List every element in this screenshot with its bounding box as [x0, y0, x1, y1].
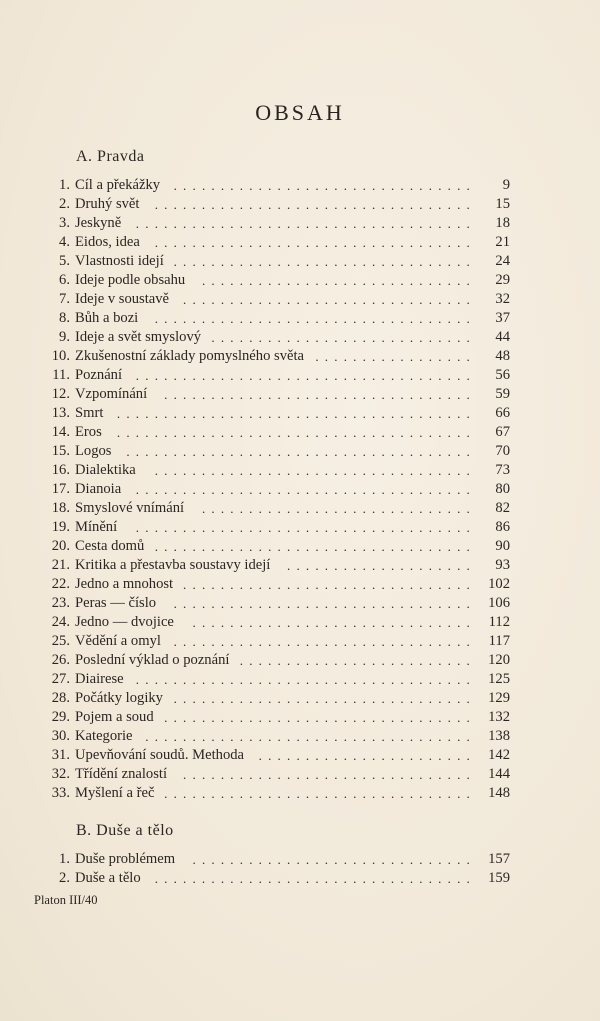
toc-leader-dots: ....................................	[135, 368, 476, 383]
toc-entry-page: 112	[488, 614, 510, 630]
toc-entry-page: 59	[495, 386, 510, 402]
toc-entry	[30, 442, 510, 461]
toc-leader-dots: .................	[315, 349, 476, 364]
toc-entry	[30, 575, 510, 594]
toc-entry-number: 28.	[51, 690, 70, 706]
toc-entry-page: 21	[495, 234, 510, 250]
toc-entry	[30, 271, 510, 290]
toc-entry	[30, 850, 510, 869]
toc-entry	[30, 537, 510, 556]
toc-leader-dots: .........................	[239, 653, 476, 668]
toc-leader-dots: ....................................	[135, 482, 476, 497]
toc-entry-number: 14.	[51, 424, 70, 440]
toc-entry-number: 27.	[51, 671, 70, 687]
toc-entry-title: Mínění	[75, 519, 118, 535]
toc-leader-dots: ...............................	[183, 767, 476, 782]
toc-entry-page: 70	[495, 443, 510, 459]
toc-leader-dots: .................................	[164, 710, 476, 725]
toc-entry-number: 18.	[51, 500, 70, 516]
toc-leader-dots: ......................................	[116, 406, 476, 421]
toc-entry	[30, 689, 510, 708]
toc-entry	[30, 632, 510, 651]
toc-entry-title: Vzpomínání	[75, 386, 148, 402]
toc-entry-title: Smrt	[75, 405, 104, 421]
toc-entry-title: Poslední výklad o poznání	[75, 652, 230, 668]
toc-leader-dots: ...............................	[183, 577, 476, 592]
toc-leader-dots: ..................................	[154, 539, 476, 554]
toc-entry-title: Kategorie	[75, 728, 133, 744]
toc-entry	[30, 708, 510, 727]
toc-entry-page: 24	[495, 253, 510, 269]
toc-entry-number: 25.	[51, 633, 70, 649]
toc-entry-number: 30.	[51, 728, 70, 744]
toc-entry-page: 67	[495, 424, 510, 440]
toc-entry-title: Duše problémem	[75, 851, 176, 867]
toc-entry-title: Pojem a soud	[75, 709, 154, 725]
toc-entry	[30, 328, 510, 347]
toc-list-a	[30, 176, 510, 803]
toc-entry-title: Cíl a překážky	[75, 177, 161, 193]
toc-entry	[30, 594, 510, 613]
toc-entry	[30, 214, 510, 233]
toc-entry-number: 26.	[51, 652, 70, 668]
toc-entry-number: 6.	[59, 272, 70, 288]
toc-leader-dots: ............................	[211, 330, 476, 345]
toc-leader-dots: .............................	[201, 501, 476, 516]
toc-entry-number: 1.	[59, 851, 70, 867]
toc-entry-number: 29.	[51, 709, 70, 725]
toc-entry-title: Logos	[75, 443, 112, 459]
toc-leader-dots: .......................	[258, 748, 476, 763]
toc-entry	[30, 195, 510, 214]
toc-entry-page: 18	[495, 215, 510, 231]
toc-leader-dots: ................................	[173, 691, 476, 706]
toc-leader-dots: ....................	[287, 558, 476, 573]
toc-entry-title: Třídění znalostí	[75, 766, 167, 782]
toc-entry	[30, 309, 510, 328]
toc-entry	[30, 727, 510, 746]
toc-entry-title: Diairese	[75, 671, 124, 687]
toc-leader-dots: .............................	[201, 273, 476, 288]
toc-leader-dots: .................................	[164, 786, 476, 801]
toc-entry-page: 125	[488, 671, 510, 687]
toc-entry-number: 21.	[51, 557, 70, 573]
toc-entry-page: 90	[495, 538, 510, 554]
toc-leader-dots: ..................................	[154, 871, 476, 886]
toc-entry-page: 44	[495, 329, 510, 345]
toc-entry-title: Duše a tělo	[75, 870, 141, 886]
toc-entry	[30, 461, 510, 480]
toc-leader-dots: ..................................	[154, 235, 476, 250]
toc-entry-number: 11.	[52, 367, 70, 383]
toc-entry-number: 17.	[51, 481, 70, 497]
toc-entry-page: 159	[488, 870, 510, 886]
toc-leader-dots: ..................................	[154, 311, 476, 326]
toc-leader-dots: ................................	[173, 596, 476, 611]
toc-entry-title: Ideje v soustavě	[75, 291, 170, 307]
toc-entry	[30, 499, 510, 518]
toc-entry	[30, 385, 510, 404]
page-title: OBSAH	[255, 100, 345, 125]
toc-entry	[30, 613, 510, 632]
toc-entry-number: 12.	[51, 386, 70, 402]
toc-entry-title: Cesta domů	[75, 538, 145, 554]
toc-entry-page: 82	[495, 500, 510, 516]
toc-entry	[30, 869, 510, 888]
toc-leader-dots: ....................................	[135, 672, 476, 687]
toc-entry-page: 48	[495, 348, 510, 364]
toc-entry	[30, 670, 510, 689]
toc-entry-page: 73	[495, 462, 510, 478]
toc-entry-number: 22.	[51, 576, 70, 592]
toc-entry	[30, 404, 510, 423]
section-heading-b: B. Duše a tělo	[76, 822, 174, 839]
toc-entry	[30, 556, 510, 575]
toc-entry	[30, 290, 510, 309]
toc-entry	[30, 518, 510, 537]
toc-entry-number: 15.	[51, 443, 70, 459]
toc-entry-page: 56	[495, 367, 510, 383]
toc-entry-title: Zkušenostní základy pomyslného světa	[75, 348, 304, 364]
toc-entry-page: 129	[488, 690, 510, 706]
toc-entry-number: 3.	[59, 215, 70, 231]
toc-leader-dots: ..................................	[154, 463, 476, 478]
toc-entry-page: 138	[488, 728, 510, 744]
toc-entry-page: 29	[495, 272, 510, 288]
toc-entry-number: 9.	[59, 329, 70, 345]
toc-entry	[30, 176, 510, 195]
toc-entry-title: Dialektika	[75, 462, 136, 478]
toc-entry-page: 102	[488, 576, 510, 592]
toc-entry-number: 23.	[51, 595, 70, 611]
toc-entry-page: 144	[488, 766, 510, 782]
toc-entry-page: 157	[488, 851, 510, 867]
toc-entry-number: 16.	[51, 462, 70, 478]
toc-leader-dots: ..............................	[192, 615, 476, 630]
toc-entry-page: 120	[488, 652, 510, 668]
toc-entry	[30, 784, 510, 803]
toc-entry-number: 24.	[51, 614, 70, 630]
toc-entry-number: 5.	[59, 253, 70, 269]
toc-entry-page: 15	[495, 196, 510, 212]
toc-entry-title: Jedno — dvojice	[75, 614, 174, 630]
toc-entry-page: 148	[488, 785, 510, 801]
toc-entry	[30, 252, 510, 271]
toc-entry-title: Ideje a svět smyslový	[75, 329, 202, 345]
toc-entry-title: Eros	[75, 424, 102, 440]
toc-entry-title: Druhý svět	[75, 196, 140, 212]
toc-entry-title: Upevňování soudů. Methoda	[75, 747, 245, 763]
toc-entry	[30, 746, 510, 765]
toc-entry-title: Peras — číslo	[75, 595, 157, 611]
toc-entry-number: 19.	[51, 519, 70, 535]
toc-entry-title: Počátky logiky	[75, 690, 163, 706]
section-heading-a: A. Pravda	[76, 148, 145, 165]
toc-entry	[30, 651, 510, 670]
toc-entry-title: Jedno a mnohost	[75, 576, 174, 592]
toc-entry-title: Vlastnosti idejí	[75, 253, 164, 269]
toc-leader-dots: .....................................	[126, 444, 476, 459]
toc-entry-number: 20.	[51, 538, 70, 554]
toc-entry-title: Jeskyně	[75, 215, 122, 231]
toc-leader-dots: ..............................	[192, 852, 476, 867]
toc-leader-dots: ................................	[173, 254, 476, 269]
toc-entry-number: 33.	[51, 785, 70, 801]
toc-entry-number: 2.	[59, 870, 70, 886]
toc-entry-page: 106	[488, 595, 510, 611]
toc-entry-number: 1.	[59, 177, 70, 193]
toc-entry-title: Dianoia	[75, 481, 122, 497]
toc-entry-title: Eidos, idea	[75, 234, 140, 250]
toc-leader-dots: ......................................	[116, 425, 476, 440]
toc-entry-title: Ideje podle obsahu	[75, 272, 186, 288]
toc-entry-page: 66	[495, 405, 510, 421]
toc-leader-dots: ...............................	[183, 292, 476, 307]
toc-entry	[30, 347, 510, 366]
toc-entry-number: 31.	[51, 747, 70, 763]
toc-entry-number: 2.	[59, 196, 70, 212]
toc-entry-number: 32.	[51, 766, 70, 782]
toc-leader-dots: ................................	[173, 634, 476, 649]
toc-entry-page: 142	[488, 747, 510, 763]
toc-entry-page: 117	[488, 633, 510, 649]
toc-entry	[30, 765, 510, 784]
toc-leader-dots: ....................................	[135, 216, 476, 231]
toc-entry-number: 7.	[59, 291, 70, 307]
toc-entry-page: 32	[495, 291, 510, 307]
toc-leader-dots: ..................................	[154, 197, 476, 212]
toc-leader-dots: ...................................	[145, 729, 476, 744]
toc-entry	[30, 480, 510, 499]
toc-entry-title: Bůh a bozi	[75, 310, 139, 326]
page-footer-signature: Platon III/40	[34, 893, 98, 907]
toc-entry-number: 4.	[59, 234, 70, 250]
toc-leader-dots: ....................................	[135, 520, 476, 535]
toc-entry-page: 93	[495, 557, 510, 573]
toc-list-b	[30, 850, 510, 888]
toc-entry	[30, 423, 510, 442]
toc-entry	[30, 233, 510, 252]
toc-leader-dots: .................................	[164, 387, 476, 402]
toc-entry-title: Smyslové vnímání	[75, 500, 185, 516]
toc-entry-page: 86	[495, 519, 510, 535]
toc-entry-title: Poznání	[75, 367, 123, 383]
toc-entry-page: 132	[488, 709, 510, 725]
toc-entry-number: 8.	[59, 310, 70, 326]
toc-entry-number: 10.	[51, 348, 70, 364]
toc-entry-page: 37	[495, 310, 510, 326]
toc-entry-page: 9	[502, 177, 510, 193]
toc-entry	[30, 366, 510, 385]
toc-entry-title: Vědění a omyl	[75, 633, 161, 649]
toc-entry-page: 80	[495, 481, 510, 497]
toc-entry-title: Kritika a přestavba soustavy idejí	[75, 557, 271, 573]
toc-leader-dots: ................................	[173, 178, 476, 193]
toc-entry-number: 13.	[51, 405, 70, 421]
toc-entry-title: Myšlení a řeč	[75, 785, 155, 801]
